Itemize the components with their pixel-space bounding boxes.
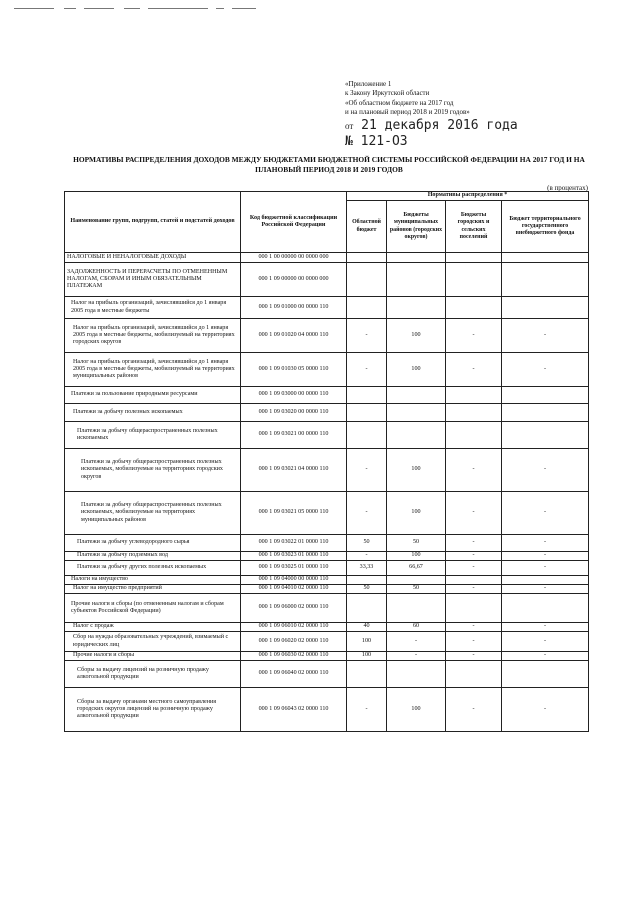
fund-share (502, 297, 589, 319)
table-row (65, 652, 589, 661)
annex-line: к Закону Иркутской области (345, 89, 430, 98)
row-code: 000 1 00 00000 00 0000 000 (241, 253, 347, 263)
regional-share (347, 387, 387, 404)
municipal-share: 50 (387, 585, 446, 594)
settlements-share (446, 297, 502, 319)
settlements-share: - (446, 492, 502, 535)
row-code: 000 1 09 01020 04 0000 110 (241, 319, 347, 353)
regional-share: - (347, 449, 387, 492)
settlements-share (446, 661, 502, 688)
settlements-share: - (446, 449, 502, 492)
table-row (65, 688, 589, 732)
regional-share: 100 (347, 652, 387, 661)
scan-edge-marks (14, 6, 314, 12)
row-code: 000 1 09 04000 00 0000 110 (241, 576, 347, 585)
annex-header (345, 80, 605, 117)
municipal-share (387, 594, 446, 623)
row-name: Платежи за добычу других полезных ископаемых (65, 561, 241, 576)
annex-line: «Об областном бюджете на 2017 год (345, 98, 454, 107)
header-municipal: Бюджеты муниципальных районов (городских округов) (387, 201, 446, 253)
table-row (65, 422, 589, 449)
row-code: 000 1 09 06043 02 0000 110 (241, 688, 347, 732)
settlements-share: - (446, 652, 502, 661)
fund-share: - (502, 319, 589, 353)
fund-share: - (502, 561, 589, 576)
distribution-table (64, 191, 589, 732)
regional-share (347, 263, 387, 297)
settlements-share (446, 253, 502, 263)
row-code: 000 1 09 03021 05 0000 110 (241, 492, 347, 535)
row-name: Платежи за добычу общераспространенных полезных ископаемых (65, 422, 241, 449)
table-row (65, 585, 589, 594)
regional-share (347, 576, 387, 585)
municipal-share: 50 (387, 535, 446, 552)
table-row (65, 319, 589, 353)
date-prefix: от (345, 121, 354, 131)
table-body (65, 253, 589, 732)
table-row (65, 253, 589, 263)
municipal-share: 60 (387, 623, 446, 632)
fund-share: - (502, 535, 589, 552)
row-name: Налог на имущество предприятий (65, 585, 241, 594)
header-name: Наименование групп, подгрупп, статей и подстатей доходов (65, 192, 241, 253)
fund-share (502, 576, 589, 585)
row-code: 000 1 09 03021 04 0000 110 (241, 449, 347, 492)
municipal-share: 100 (387, 492, 446, 535)
row-name: Сборы за выдачу лицензий на розничную продажу алкогольной продукции (65, 661, 241, 688)
row-name: ЗАДОЛЖЕННОСТЬ И ПЕРЕРАСЧЕТЫ ПО ОТМЕНЕННЫМ НАЛОГАМ, СБОРАМ И ИНЫМ ОБЯЗАТЕЛЬНЫМ ПЛАТЕЖАМ (65, 263, 241, 297)
settlements-share: - (446, 561, 502, 576)
table-row (65, 449, 589, 492)
table-row (65, 404, 589, 422)
table-row (65, 492, 589, 535)
row-code: 000 1 09 06040 02 0000 110 (241, 661, 347, 688)
regional-share: 50 (347, 535, 387, 552)
settlements-share: - (446, 535, 502, 552)
row-code: 000 1 09 01000 00 0000 110 (241, 297, 347, 319)
fund-share (502, 661, 589, 688)
fund-share (502, 387, 589, 404)
municipal-share (387, 576, 446, 585)
municipal-share (387, 661, 446, 688)
municipal-share: 100 (387, 319, 446, 353)
municipal-share (387, 253, 446, 263)
row-code: 000 1 09 03000 00 0000 110 (241, 387, 347, 404)
municipal-share: 100 (387, 688, 446, 732)
settlements-share: - (446, 319, 502, 353)
units-note: (в процентах) (547, 184, 588, 192)
regional-share: - (347, 319, 387, 353)
row-code: 000 1 09 06020 02 0000 110 (241, 632, 347, 652)
fund-share: - (502, 632, 589, 652)
table-row (65, 661, 589, 688)
row-name: Сбор на нужды образовательных учреждений, взимаемый с юридических лиц (65, 632, 241, 652)
fund-share: - (502, 552, 589, 561)
header-norms: Нормативы распределения * (347, 192, 589, 201)
regional-share: 40 (347, 623, 387, 632)
fund-share: - (502, 492, 589, 535)
row-name: Платежи за добычу полезных ископаемых (65, 404, 241, 422)
fund-share (502, 263, 589, 297)
row-name: НАЛОГОВЫЕ И НЕНАЛОГОВЫЕ ДОХОДЫ (65, 253, 241, 263)
municipal-share: 66,67 (387, 561, 446, 576)
header-fund: Бюджет территориального государственного внебюджетного фонда (502, 201, 589, 253)
regional-share: 50 (347, 585, 387, 594)
row-name: Налог на прибыль организаций, зачислявшийся до 1 января 2005 года в местные бюджеты, мобилизуемый на территориях муниципальных районов (65, 353, 241, 387)
row-code: 000 1 09 03025 01 0000 110 (241, 561, 347, 576)
fund-share: - (502, 688, 589, 732)
table-row (65, 353, 589, 387)
regional-share (347, 253, 387, 263)
regional-share (347, 594, 387, 623)
law-number: № 121-ОЗ (345, 134, 408, 149)
settlements-share (446, 404, 502, 422)
settlements-share: - (446, 585, 502, 594)
row-code: 000 1 09 04010 02 0000 110 (241, 585, 347, 594)
table-row (65, 623, 589, 632)
table-row (65, 297, 589, 319)
settlements-share: - (446, 688, 502, 732)
row-name: Прочие налоги и сборы (по отмененным налогам и сборам субъектов Российской Федерации) (65, 594, 241, 623)
regional-share: - (347, 353, 387, 387)
regional-share: - (347, 492, 387, 535)
fund-share: - (502, 652, 589, 661)
annex-line: «Приложение 1 (345, 80, 392, 88)
header-code: Код бюджетной классификации Российской Федерации (241, 192, 347, 253)
law-date: 21 декабря 2016 года (361, 118, 518, 133)
row-name: Платежи за добычу общераспространенных полезных ископаемых, мобилизуемые на территориях городских округов (65, 449, 241, 492)
row-name: Прочие налоги и сборы (65, 652, 241, 661)
row-name: Сборы за выдачу органами местного самоуправления городских округов лицензий на розничную продажу алкогольной продукции (65, 688, 241, 732)
table-row (65, 263, 589, 297)
municipal-share: 100 (387, 353, 446, 387)
settlements-share (446, 263, 502, 297)
settlements-share (446, 387, 502, 404)
fund-share (502, 422, 589, 449)
fund-share (502, 404, 589, 422)
fund-share: - (502, 449, 589, 492)
row-code: 000 1 09 01030 05 0000 110 (241, 353, 347, 387)
settlements-share: - (446, 353, 502, 387)
fund-share: - (502, 623, 589, 632)
settlements-share: - (446, 552, 502, 561)
municipal-share: 100 (387, 449, 446, 492)
row-name: Платежи за добычу углеводородного сырья (65, 535, 241, 552)
regional-share: 33,33 (347, 561, 387, 576)
table-row (65, 552, 589, 561)
row-code: 000 1 09 03022 01 0000 110 (241, 535, 347, 552)
table-row (65, 535, 589, 552)
row-name: Платежи за добычу подземных вод (65, 552, 241, 561)
table-row (65, 387, 589, 404)
header-settlements: Бюджеты городских и сельских поселений (446, 201, 502, 253)
municipal-share: - (387, 652, 446, 661)
row-code: 000 1 09 00000 00 0000 000 (241, 263, 347, 297)
header-regional: Областной бюджет (347, 201, 387, 253)
table-row (65, 632, 589, 652)
annex-line: и на плановый период 2018 и 2019 годов» (345, 107, 470, 116)
row-code: 000 1 09 03023 01 0000 110 (241, 552, 347, 561)
settlements-share (446, 422, 502, 449)
municipal-share: 100 (387, 552, 446, 561)
law-stamp (345, 118, 518, 149)
municipal-share (387, 404, 446, 422)
table-row (65, 594, 589, 623)
row-name: Платежи за пользование природными ресурсами (65, 387, 241, 404)
fund-share (502, 253, 589, 263)
row-name: Налог на прибыль организаций, зачислявшийся до 1 января 2005 года в местные бюджеты, мобилизуемый на территориях городских округов (65, 319, 241, 353)
table-row (65, 576, 589, 585)
settlements-share (446, 576, 502, 585)
fund-share (502, 594, 589, 623)
table-row (65, 561, 589, 576)
regional-share: 100 (347, 632, 387, 652)
municipal-share (387, 297, 446, 319)
row-name: Налог с продаж (65, 623, 241, 632)
row-code: 000 1 09 06010 02 0000 110 (241, 623, 347, 632)
row-code: 000 1 09 03020 00 0000 110 (241, 404, 347, 422)
document-title: НОРМАТИВЫ РАСПРЕДЕЛЕНИЯ ДОХОДОВ МЕЖДУ БЮДЖЕТАМИ БЮДЖЕТНОЙ СИСТЕМЫ РОССИЙСКОЙ ФЕДЕРАЦИИ НА 2017 ГОД И НА ПЛАНОВЫЙ ПЕРИОД 2018 И 2019 ГОДОВ (73, 155, 585, 174)
regional-share (347, 297, 387, 319)
regional-share (347, 422, 387, 449)
settlements-share (446, 594, 502, 623)
municipal-share: - (387, 632, 446, 652)
row-name: Платежи за добычу общераспространенных полезных ископаемых, мобилизуемые на территориях муниципальных районов (65, 492, 241, 535)
regional-share: - (347, 688, 387, 732)
municipal-share (387, 263, 446, 297)
fund-share: - (502, 585, 589, 594)
row-code: 000 1 09 03021 00 0000 110 (241, 422, 347, 449)
fund-share: - (502, 353, 589, 387)
regional-share (347, 661, 387, 688)
regional-share (347, 404, 387, 422)
row-name: Налог на прибыль организаций, зачислявшийся до 1 января 2005 года в местные бюджеты (65, 297, 241, 319)
municipal-share (387, 387, 446, 404)
regional-share: - (347, 552, 387, 561)
settlements-share: - (446, 632, 502, 652)
row-code: 000 1 09 06030 02 0000 110 (241, 652, 347, 661)
settlements-share: - (446, 623, 502, 632)
row-code: 000 1 09 06000 02 0000 110 (241, 594, 347, 623)
municipal-share (387, 422, 446, 449)
row-name: Налоги на имущество (65, 576, 241, 585)
